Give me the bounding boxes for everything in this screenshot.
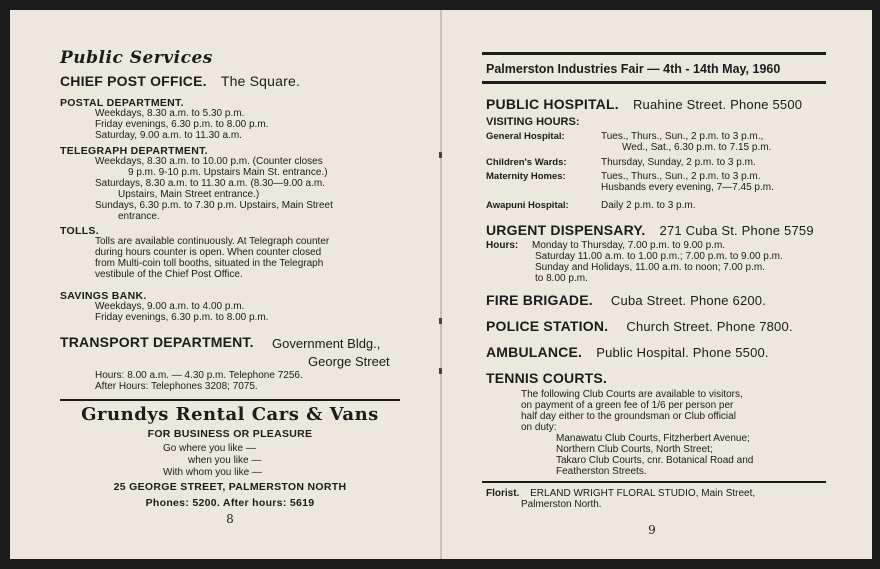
postal-line: Weekdays, 8.30 a.m. to 5.30 p.m. (95, 108, 245, 119)
ad-address: 25 GEORGE STREET, PALMERSTON NORTH (113, 481, 347, 493)
postal-hours (60, 108, 268, 141)
ad-title: Grundys Rental Cars & Vans (81, 404, 379, 425)
visit-label: Maternity Homes: (486, 171, 566, 182)
banner-top-rule (482, 52, 826, 55)
fair-banner: Palmerston Industries Fair — 4th - 14th May, 1960 (486, 62, 781, 76)
visit-hours (601, 157, 756, 168)
savings-hours (95, 301, 268, 323)
visiting-hours-label: VISITING HOURS: (486, 116, 580, 128)
urgent-heading (486, 222, 814, 238)
visit-line: Thursday, Sunday, 2 p.m. to 3 p.m. (601, 157, 756, 168)
tennis-line: on payment of a green fee of 1/6 per person per (521, 400, 734, 411)
tolls-line: during hours counter is open. When counter closed (95, 247, 322, 258)
transport-title: TRANSPORT DEPARTMENT. (60, 334, 254, 350)
florist-text-2: Palmerston North. (521, 499, 602, 510)
police-location: Church Street. Phone 7800. (626, 319, 793, 334)
left-page (10, 10, 441, 559)
chief-post-heading (60, 73, 300, 89)
ad-top-rule (60, 399, 400, 401)
postal-title: POSTAL DEPARTMENT. (60, 97, 184, 109)
visit-line: Wed., Sat., 6.30 p.m. to 7.15 p.m. (622, 142, 772, 153)
telegraph-line: Sundays, 6.30 p.m. to 7.30 p.m. Upstairs, Main Street (95, 200, 333, 211)
chief-post-location: The Square. (220, 73, 301, 89)
visit-hours (601, 171, 774, 193)
urgent-hours (532, 240, 783, 284)
visit-row (486, 157, 866, 169)
savings-title: SAVINGS BANK. (60, 290, 147, 302)
visit-hours (601, 131, 771, 153)
visit-line: Daily 2 p.m. to 3 p.m. (601, 200, 696, 211)
ad-slogan-line: Go where you like — (163, 443, 256, 454)
tennis-courts (556, 433, 753, 477)
tennis-line: The following Club Courts are available to visitors, (521, 389, 743, 400)
visit-row (486, 131, 866, 155)
urgent-line: Sunday and Holidays, 11.00 a.m. to noon; 7.00 p.m. (535, 262, 765, 273)
telegraph-line: Saturdays, 8.30 a.m. to 11.30 a.m. (8.30—9.00 a.m. (95, 178, 325, 189)
tolls-title: TOLLS. (60, 225, 99, 237)
court-line: Manawatu Club Courts, Fitzherbert Avenue; (556, 433, 750, 444)
florist-entry (486, 488, 755, 499)
florist-label: Florist. (486, 488, 520, 499)
visit-row (486, 171, 866, 195)
ad-phones: Phones: 5200. After hours: 5619 (145, 497, 315, 509)
transport-line: After Hours: Telephones 3208; 7075. (95, 381, 258, 392)
urgent-line: Monday to Thursday, 7.00 p.m. to 9.00 p.m. (532, 240, 726, 251)
ad-slogan-line: With whom you like — (163, 467, 262, 478)
visit-line: Husbands every evening, 7—7.45 p.m. (601, 182, 774, 193)
ambulance-title: AMBULANCE. (486, 344, 583, 360)
police-title: POLICE STATION. (486, 318, 609, 334)
florist-rule (482, 481, 826, 483)
postal-line: Friday evenings, 6.30 p.m. to 8.00 p.m. (95, 119, 269, 130)
visit-line: Tues., Thurs., Sun., 2 p.m. to 3 p.m., (601, 131, 764, 142)
transport-location-2: George Street (308, 354, 390, 369)
telegraph-line: 9 p.m. 9-10 p.m. Upstairs Main St. entrance.) (128, 167, 328, 178)
tolls-line: vestibule of the Chief Post Office. (95, 269, 243, 280)
court-line: Takaro Club Courts, cnr. Botanical Road and (556, 455, 754, 466)
urgent-line: Saturday 11.00 a.m. to 1.00 p.m.; 7.00 p.m. to 9.00 p.m. (535, 251, 783, 262)
visit-hours (601, 200, 695, 211)
tolls-line: from Multi-coin toll booths, situated in the Telegraph (95, 258, 324, 269)
visit-label: Awapuni Hospital: (486, 200, 569, 211)
fire-location: Cuba Street. Phone 6200. (610, 293, 767, 308)
transport-location-1: Government Bldg., (272, 336, 381, 351)
tolls-line: Tolls are available continuously. At Telegraph counter (95, 236, 330, 247)
telegraph-line: Upstairs, Main Street entrance.) (118, 189, 260, 200)
visit-label: Children's Wards: (486, 157, 567, 168)
visit-line: Tues., Thurs., Sun., 2 p.m. to 3 p.m. (601, 171, 761, 182)
savings-line: Friday evenings, 6.30 p.m. to 8.00 p.m. (95, 312, 269, 323)
savings-line: Weekdays, 9.00 a.m. to 4.00 p.m. (95, 301, 245, 312)
hospital-location: Ruahine Street. Phone 5500 (632, 97, 803, 112)
right-page (442, 10, 872, 559)
hospital-title: PUBLIC HOSPITAL. (486, 96, 619, 112)
postal-line: Saturday, 9.00 a.m. to 11.30 a.m. (95, 130, 242, 141)
page-number: 8 (226, 512, 234, 526)
ad-slogan-line: when you like — (188, 455, 262, 466)
transport-line: Hours: 8.00 a.m. — 4.30 p.m. Telephone 7256. (95, 370, 303, 381)
banner-bottom-rule (482, 81, 826, 84)
fire-title: FIRE BRIGADE. (486, 292, 593, 308)
ad-slogan (163, 443, 262, 479)
urgent-line: to 8.00 p.m. (535, 273, 588, 284)
florist-text: ERLAND WRIGHT FLORAL STUDIO, Main Street, (530, 488, 756, 499)
police-heading (486, 318, 793, 334)
tennis-title: TENNIS COURTS. (486, 370, 608, 386)
telegraph-hours (95, 156, 333, 222)
tennis-text (521, 389, 743, 433)
telegraph-line: entrance. (118, 211, 160, 222)
visit-label: General Hospital: (486, 131, 565, 142)
tennis-line: on duty: (521, 422, 557, 433)
urgent-location: 271 Cuba St. Phone 5759 (659, 223, 814, 238)
tennis-line: half day either to the groundsman or Club official (521, 411, 736, 422)
ambulance-heading (486, 344, 769, 360)
tolls-text (95, 236, 329, 280)
section-heading: Public Services (60, 48, 213, 68)
telegraph-line: Weekdays, 8.30 a.m. to 10.00 p.m. (Counter closes (95, 156, 323, 167)
page-number: 9 (648, 523, 656, 537)
transport-hours (95, 370, 303, 392)
ambulance-location: Public Hospital. Phone 5500. (596, 345, 769, 360)
fire-heading (486, 292, 766, 308)
court-line: Featherston Streets. (556, 466, 647, 477)
ad-subtitle: FOR BUSINESS OR PLEASURE (147, 428, 313, 440)
chief-post-title: CHIEF POST OFFICE. (60, 73, 207, 89)
hospital-heading (486, 96, 802, 112)
urgent-hours-label: Hours: (486, 240, 519, 251)
urgent-title: URGENT DISPENSARY. (486, 222, 646, 238)
telegraph-title: TELEGRAPH DEPARTMENT. (60, 145, 208, 157)
visit-row (486, 200, 866, 212)
court-line: Northern Club Courts, North Street; (556, 444, 713, 455)
